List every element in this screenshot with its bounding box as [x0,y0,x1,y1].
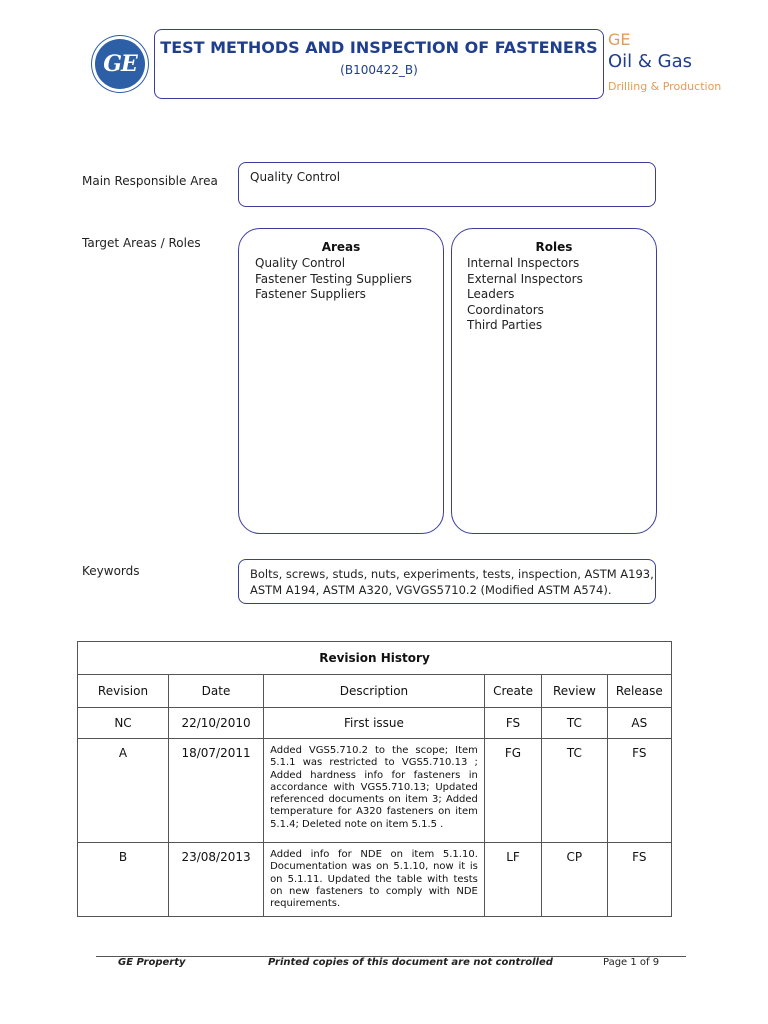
document-number: (B100422_B) [340,63,418,77]
list-item: Third Parties [467,318,543,332]
cell-revision: B [78,843,169,917]
cell-create: FS [484,708,541,739]
table-header-row [78,675,672,708]
column-header-release: Release [607,675,671,708]
column-header-review: Review [542,675,607,708]
cell-review: TC [542,708,607,739]
cell-date: 23/08/2013 [168,843,263,917]
subdivision-name: Drilling & Production [608,80,722,93]
keywords-label: Keywords [82,564,140,578]
document-title: TEST METHODS AND INSPECTION OF FASTENERS [160,38,598,57]
target-label: Target Areas / Roles [82,236,201,250]
cell-date: 22/10/2010 [168,708,263,739]
cell-create: LF [484,843,541,917]
cell-release: FS [607,843,671,917]
revision-history-table [77,641,672,917]
list-item: Internal Inspectors [467,256,580,270]
ge-logo-mark: GE [103,51,137,77]
list-item: External Inspectors [467,271,583,286]
keywords-box [238,559,656,604]
footer-property: GE Property [118,957,186,968]
column-header-date: Date [168,675,263,708]
cell-revision: A [78,739,169,843]
title-box [154,29,604,99]
column-header-create: Create [484,675,541,708]
cell-description: Added VGS5.710.2 to the scope; Item 5.1.1 was restricted to VGS5.710.13 ; Added hardness info for fasteners in accordance with VGS5.710.13; Updated referenced documents on item 3; Added temperature for A320 fasteners on item 5.1.4; Deleted note on item 5.1.5 . [264,739,485,843]
list-item: Leaders [467,287,515,301]
cell-description: Added info for NDE on item 5.1.10. Documentation was on 5.1.10, now it is on 5.1.11. Updated the table with tests on new fasteners to comply with NDE requirements. [264,843,485,917]
cell-review: CP [542,843,607,917]
revision-history-title: Revision History [78,642,672,675]
areas-list [255,256,412,303]
cell-release: FS [607,739,671,843]
keywords-line-2: ASTM A194, ASTM A320, VGVGS5710.2 (Modified ASTM A574). [250,583,612,597]
table-row [78,739,672,843]
cell-review: TC [542,739,607,843]
list-item: Fastener Testing Suppliers [255,271,412,286]
roles-heading: Roles [535,240,573,254]
keywords-line-1: Bolts, screws, studs, nuts, experiments, tests, inspection, ASTM A193, [250,567,654,581]
table-row [78,708,672,739]
cell-revision: NC [78,708,169,739]
list-item: Coordinators [467,302,544,317]
cell-release: AS [607,708,671,739]
ge-logo [92,36,148,92]
list-item: Quality Control [255,256,346,270]
list-item: Fastener Suppliers [255,287,366,301]
cell-description: First issue [264,708,485,739]
main-area-label: Main Responsible Area [82,174,218,188]
division-name: Oil & Gas [608,51,693,72]
column-header-description: Description [264,675,485,708]
roles-box [451,228,657,534]
areas-box [238,228,444,534]
footer-page-number: Page 1 of 9 [603,957,660,968]
areas-heading: Areas [321,240,361,254]
main-area-value: Quality Control [250,170,341,184]
table-row [78,843,672,917]
cell-create: FG [484,739,541,843]
roles-list [467,256,583,334]
footer-notice: Printed copies of this document are not controlled [268,957,553,968]
main-area-box [238,162,656,207]
cell-date: 18/07/2011 [168,739,263,843]
company-short: GE [608,30,631,49]
column-header-revision: Revision [78,675,169,708]
